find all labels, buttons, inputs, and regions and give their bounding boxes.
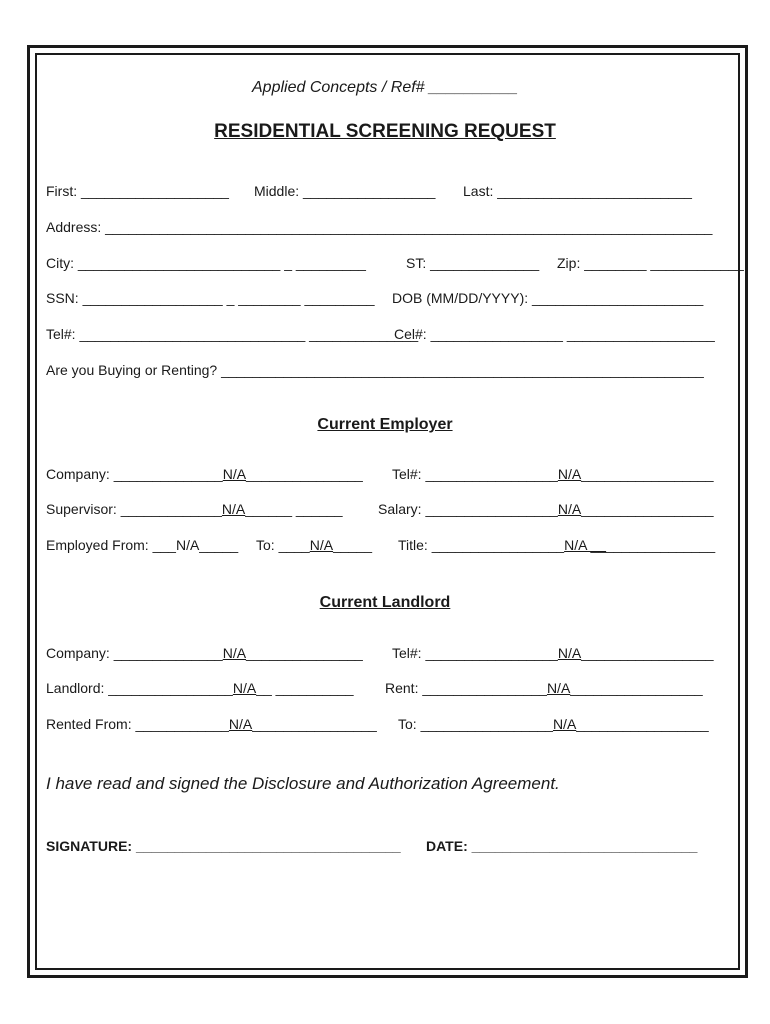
- landlord-heading: Current Landlord: [319, 594, 451, 611]
- field-value: N/A __: [564, 537, 607, 553]
- field-label: Supervisor: _____________: [46, 501, 222, 517]
- field-label: Title: _________________: [398, 537, 565, 553]
- city-field[interactable]: City: __________________________ _ _________: [46, 255, 366, 271]
- middle-name-field[interactable]: Middle: _________________: [254, 183, 436, 199]
- field-underline: ______________: [606, 537, 716, 553]
- authorization-statement: I have read and signed the Disclosure and Authorization Agreement.: [46, 774, 560, 793]
- field-value: N/A: [557, 466, 582, 482]
- landlord-tel-field[interactable]: [392, 645, 714, 661]
- landlord-name-field[interactable]: [46, 680, 354, 696]
- field-underline: ______ ______: [245, 501, 343, 517]
- field-underline: _________________: [570, 680, 703, 696]
- field-underline: ________________: [252, 716, 377, 732]
- field-value: N/A: [557, 645, 582, 661]
- landlord-company-field[interactable]: [46, 645, 363, 661]
- buying-renting-field[interactable]: Are you Buying or Renting? ______________________________________________________________: [46, 362, 704, 378]
- field-value: N/A: [222, 466, 247, 482]
- field-underline: _________________: [581, 645, 714, 661]
- rent-field[interactable]: [385, 680, 703, 696]
- field-label: Company: ______________: [46, 466, 223, 482]
- state-field[interactable]: ST: ______________: [406, 255, 540, 271]
- field-label: Rent: ________________: [385, 680, 547, 696]
- cel-field[interactable]: Cel#: _________________ ___________________: [394, 326, 715, 342]
- address-field[interactable]: Address: ______________________________________________________________________________: [46, 219, 713, 235]
- field-label: Landlord: ________________: [46, 680, 233, 696]
- field-value: N/A: [228, 716, 253, 732]
- field-value: N/A: [221, 501, 246, 517]
- employed-from-field[interactable]: [46, 537, 238, 553]
- form-title: RESIDENTIAL SCREENING REQUEST: [214, 121, 556, 142]
- field-label: To: ____: [256, 537, 310, 553]
- field-label: Rented From: ____________: [46, 716, 229, 732]
- date-field[interactable]: DATE: _____________________________: [426, 838, 698, 854]
- rented-to-field[interactable]: [398, 716, 709, 732]
- last-name-field[interactable]: Last: _________________________: [463, 183, 692, 199]
- employer-heading: Current Employer: [317, 416, 453, 433]
- field-value: ___N/A_____: [152, 537, 239, 553]
- field-underline: _________________: [581, 501, 714, 517]
- field-value: N/A: [309, 537, 334, 553]
- first-name-field[interactable]: First: ___________________: [46, 183, 229, 199]
- ssn-field[interactable]: SSN: __________________ _ ________ _________: [46, 290, 375, 306]
- company-ref-line: Applied Concepts / Ref# __________: [252, 79, 518, 96]
- field-underline: _________________: [581, 466, 714, 482]
- field-label: Tel#: _________________: [392, 645, 558, 661]
- field-label: Salary: _________________: [378, 501, 558, 517]
- field-label: To: _________________: [398, 716, 553, 732]
- zip-field[interactable]: Zip: ________ ____________: [557, 255, 744, 271]
- tel-field[interactable]: Tel#: _____________________________ ______________: [46, 326, 419, 342]
- supervisor-field[interactable]: [46, 501, 343, 517]
- dob-field[interactable]: DOB (MM/DD/YYYY): ______________________: [392, 290, 704, 306]
- field-label: Company: ______________: [46, 645, 223, 661]
- job-title-field[interactable]: [398, 537, 715, 553]
- field-value: N/A: [222, 645, 247, 661]
- field-value: N/A: [552, 716, 577, 732]
- signature-field[interactable]: SIGNATURE: __________________________________: [46, 838, 401, 854]
- field-underline: _____: [333, 537, 372, 553]
- field-value: N/A: [546, 680, 571, 696]
- salary-field[interactable]: [378, 501, 714, 517]
- field-underline: __ __________: [256, 680, 354, 696]
- field-value: N/A: [557, 501, 582, 517]
- employed-to-field[interactable]: [256, 537, 372, 553]
- field-label: Tel#: _________________: [392, 466, 558, 482]
- field-underline: _______________: [246, 466, 363, 482]
- employer-company-field[interactable]: [46, 466, 363, 482]
- field-underline: _________________: [576, 716, 709, 732]
- field-label: Employed From:: [46, 537, 149, 553]
- field-underline: _______________: [246, 645, 363, 661]
- field-value: N/A: [232, 680, 257, 696]
- employer-tel-field[interactable]: [392, 466, 714, 482]
- rented-from-field[interactable]: [46, 716, 377, 732]
